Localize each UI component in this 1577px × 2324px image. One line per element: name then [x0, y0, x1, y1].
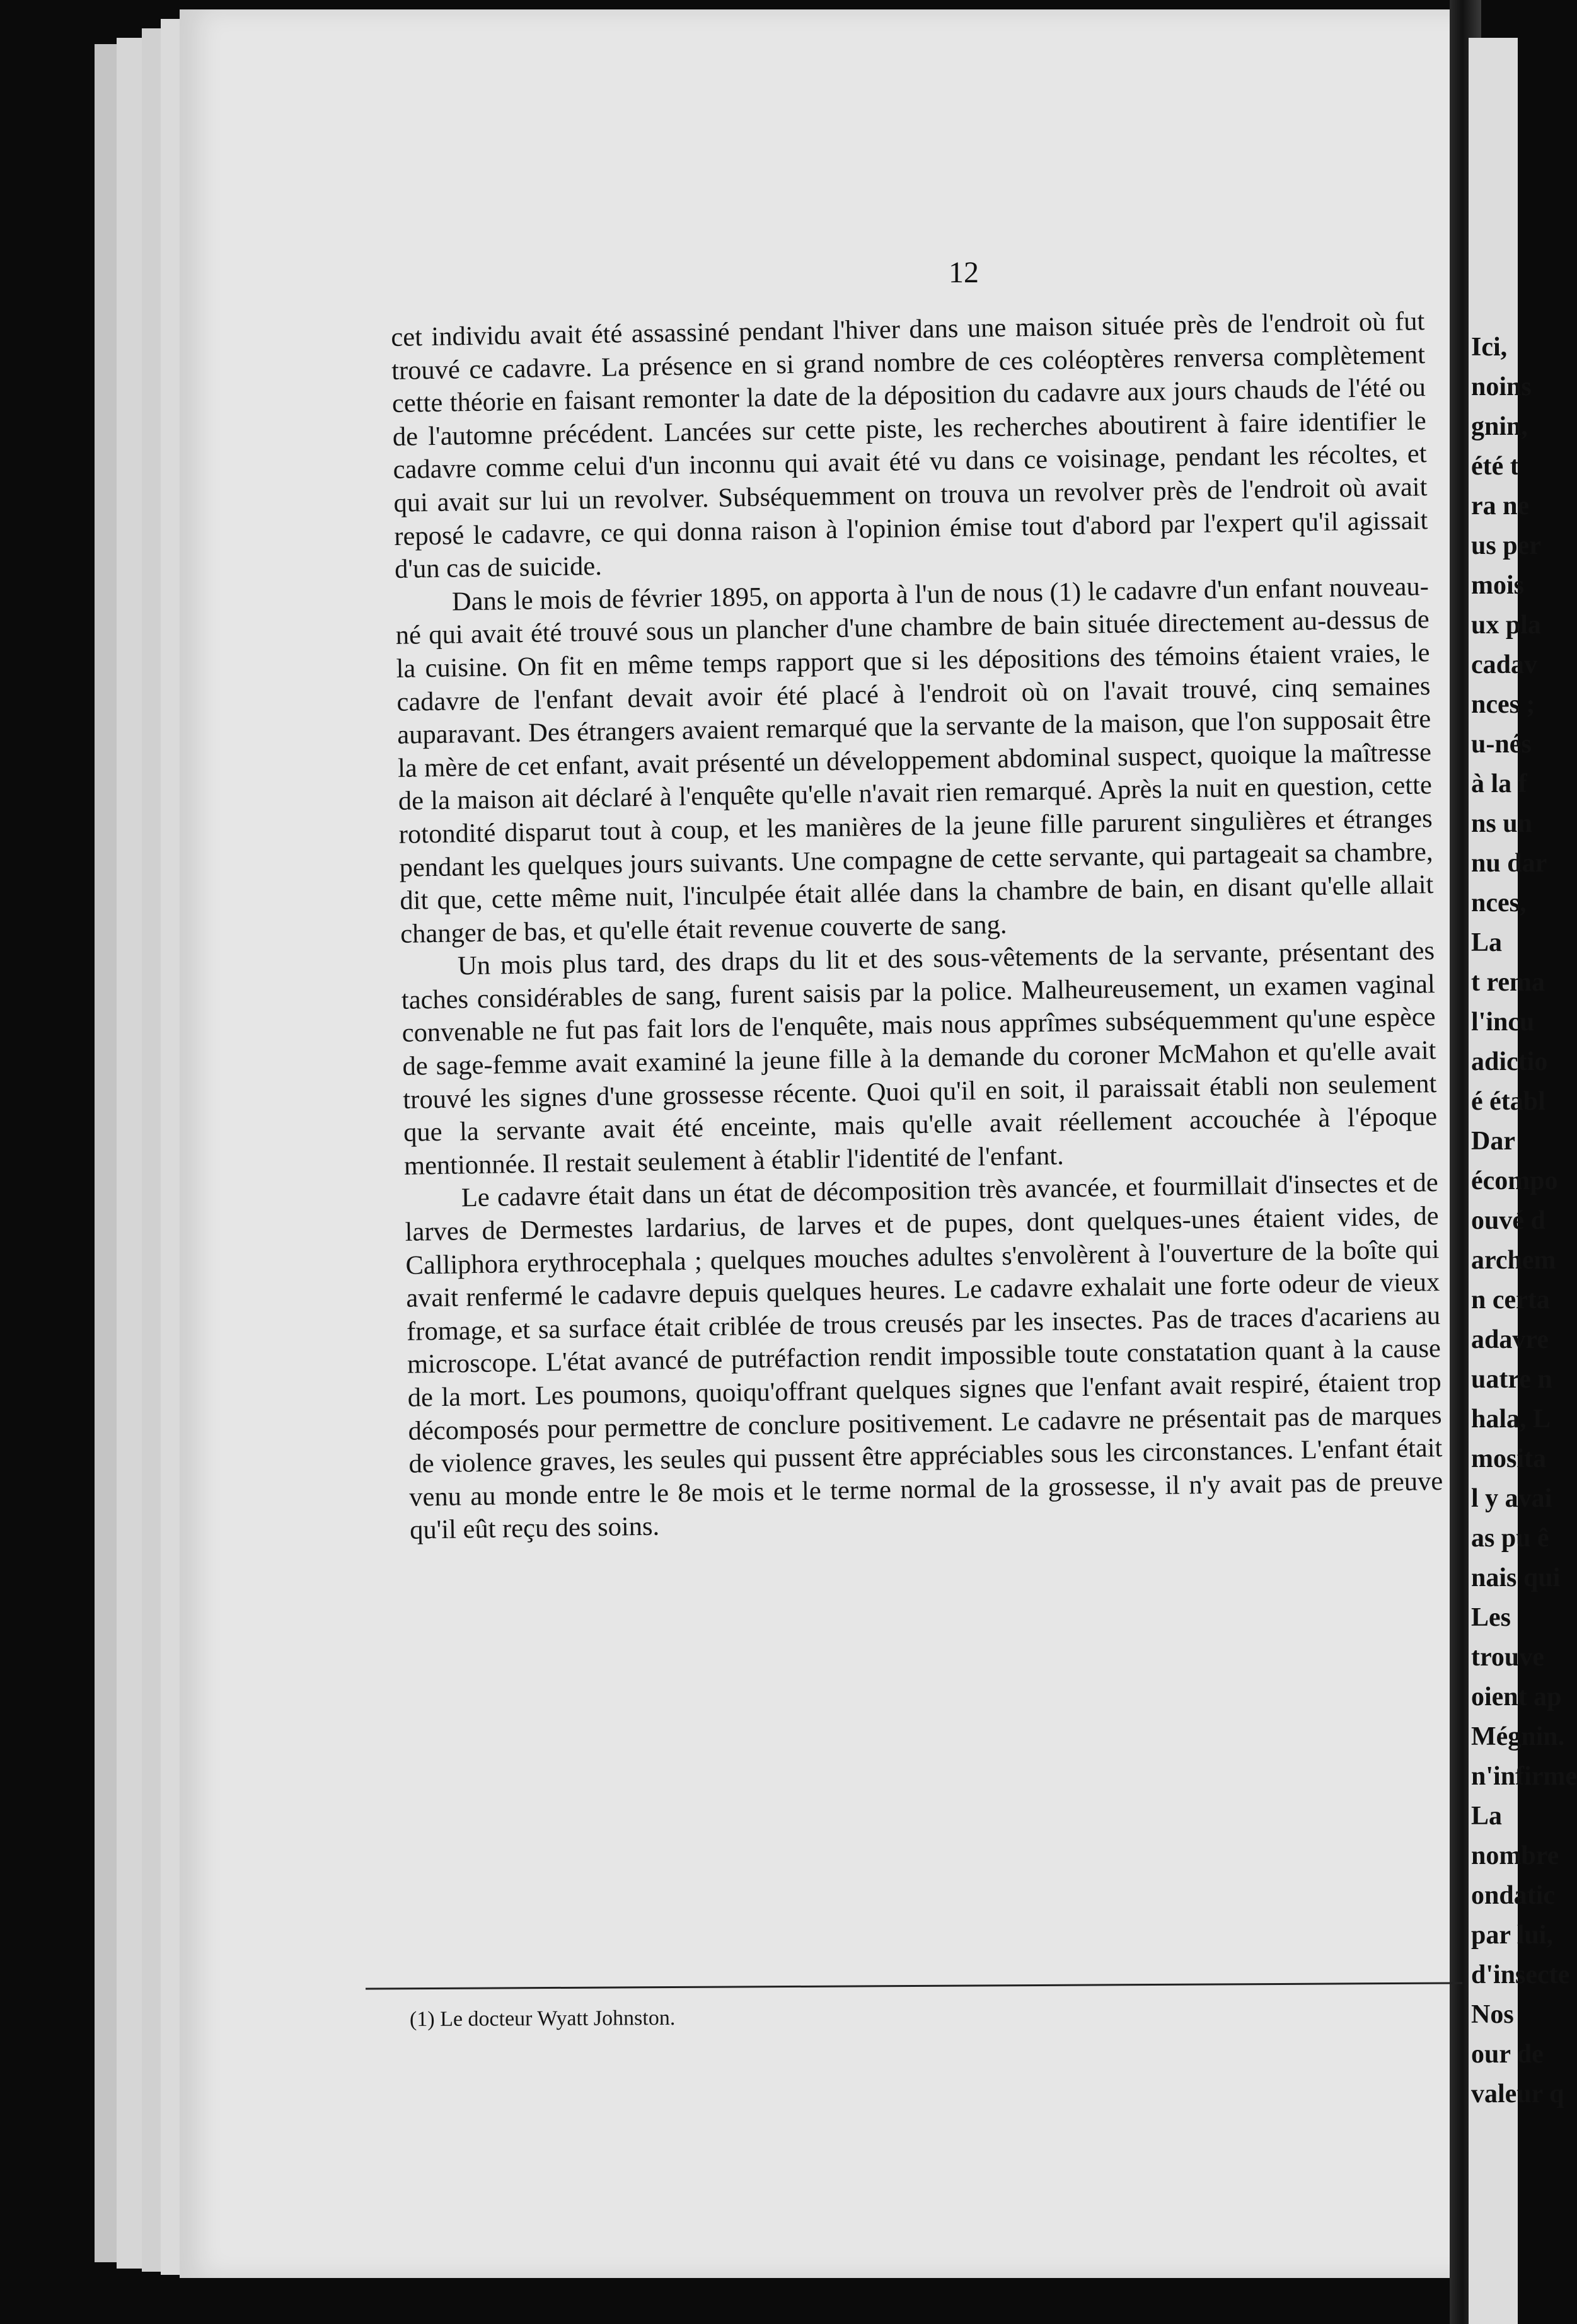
facing-page-fragment: é établ — [1471, 1087, 1545, 1116]
facing-page-fragment: nu dar — [1471, 849, 1547, 878]
facing-page-fragment: oient ap — [1471, 1683, 1562, 1711]
paragraph-2: Dans le mois de février 1895, on apporta à l'un de nous (1) le cadavre d'un enfant nouveau-né qui avait été trouvé sous un plancher d'une chambre de bain située directement au-dessus de la cuisine. On fit en même temps rapport que si les dépositions des témoins étaient vraies, le cadavre de l'enfant devait avoir été placé à l'endroit où on l'avait trouvé, cinq semaines auparavant. Des étrangers avaient remarqué que la servante de la maison, que l'on supposait être la mère de cet enfant, avait présenté un développement abdominal suspect, quoique la maîtresse de la maison ait déclaré à l'enquête qu'elle n'avait rien remarqué. Après la nuit en question, cette rotondité disparut tout à coup, et les manières de la jeune fille parurent singulières et étranges pendant les quelques jours suivants. Une compagne de cette servante, qui partageait sa chambre, dit que, cette même nuit, l'inculpée était allée dans la chambre de bain, en disant qu'elle allait changer de bas, et qu'elle était revenue couverte de sang. — [395, 571, 1434, 949]
facing-page-fragment: par lui, — [1471, 1921, 1553, 1950]
facing-page-fragment: Les — [1471, 1603, 1511, 1632]
facing-page-fragment: ra ne — [1471, 492, 1530, 521]
facing-page-fragment: l'incu — [1471, 1008, 1535, 1037]
facing-page-fragment: archem — [1471, 1246, 1556, 1275]
facing-page-fragment: Dar — [1471, 1127, 1515, 1156]
facing-page-fragment: été t — [1471, 452, 1519, 481]
footnote: (1) Le docteur Wyatt Johnston. — [409, 2006, 676, 2032]
facing-page-fragment: ondatic — [1471, 1881, 1556, 1910]
facing-page-fragment: cadav — [1471, 650, 1537, 679]
facing-page-fragment: Ici, — [1471, 333, 1508, 362]
facing-page-fragment: n'infirme — [1471, 1762, 1577, 1791]
page-number: 12 — [949, 256, 979, 289]
facing-page-fragment: La — [1471, 928, 1503, 957]
facing-page-fragment: à la f — [1471, 769, 1527, 798]
facing-page-fragment: hala, L — [1471, 1405, 1551, 1434]
facing-page-fragment: l y avai — [1471, 1484, 1552, 1513]
facing-page-fragment: écompo — [1471, 1166, 1558, 1195]
facing-page-fragment: t rema — [1471, 968, 1545, 997]
facing-page-fragment: ns un — [1471, 809, 1532, 838]
facing-page-fragment: u-nés — [1471, 730, 1532, 759]
facing-page-fragment: adavre — [1471, 1325, 1549, 1354]
facing-page — [1469, 38, 1577, 2324]
paragraph-1: cet individu avait été assassiné pendant l'hiver dans une maison située près de l'endroit où fut trouvé ce cadavre. La présence en si grand nombre de ces coléoptères renversa complètement cette théorie en faisant remonter la date de la déposition du cadavre aux jours chauds de l'été ou de l'automne précédent. Lancées sur cette piste, les recherches aboutirent à faire identifier le cadavre comme celui d'un inconnu qui avait été vu dans ce voisinage, pendant les récoltes, et qui avait sur lui un revolver. Subséquemment on trouva un revolver près de l'endroit où avait reposé le cadavre, ce qui donna raison à l'opinion émise tout d'abord par l'expert qu'il agissait d'un cas de suicide. — [391, 306, 1428, 585]
facing-page-fragment: mois — [1471, 571, 1524, 600]
facing-page-fragment: nces ; — [1471, 690, 1535, 719]
facing-page-fragment: our de — [1471, 2040, 1544, 2069]
facing-page-fragment: noins — [1471, 372, 1532, 401]
facing-page-fragment: gnin, — [1471, 412, 1528, 441]
facing-page-fragment: ouvé d — [1471, 1206, 1545, 1235]
facing-page-fragment: n certa — [1471, 1286, 1550, 1314]
facing-page-fragment: as pu ê — [1471, 1524, 1549, 1553]
facing-page-fragment: nombre — [1471, 1841, 1559, 1870]
facing-page-fragment: mosita — [1471, 1444, 1546, 1473]
facing-page-fragment: d'insecte — [1471, 1960, 1570, 1989]
facing-page-fragment: uatre n — [1471, 1365, 1552, 1394]
facing-page-fragment: nais qui — [1471, 1563, 1561, 1592]
facing-page-fragment: Nos — [1471, 2000, 1514, 2029]
facing-page-fragment: ux pla — [1471, 611, 1541, 640]
facing-page-fragment: nces, — [1471, 889, 1527, 918]
facing-page-fragment: trouve — [1471, 1643, 1544, 1672]
facing-page-fragment: valeur q — [1471, 2080, 1564, 2108]
body-text — [391, 305, 1443, 1547]
facing-page-fragment: adictio — [1471, 1047, 1548, 1076]
facing-page-fragment: La — [1471, 1802, 1503, 1831]
paragraph-3: Un mois plus tard, des draps du lit et des sous-vêtements de la servante, présentant des taches considérables de sang, furent saisis par la police. Malheureusement, un examen vaginal convenable ne fut pas fait lors de l'enquête, mais nous apprîmes subséquemment qu'une espèce de sage-femme avait examiné la jeune fille à la demande du coroner McMahon et qu'elle avait trouvé les signes d'une grossesse récente. Quoi qu'il en soit, il paraissait établi non seulement que la servante avait été enceinte, mais qu'elle avait réellement accouchée à l'époque mentionnée. Il restait seulement à établir l'identité de l'enfant. — [401, 936, 1438, 1181]
paragraph-4: Le cadavre était dans un état de décomposition très avancée, et fourmillait d'insectes et de larves de Dermestes lardarius, de larves et de pupes, dont quelques-unes étaient vides, de Calliphora erythrocephala ; quelques mouches adultes s'envolèrent à l'ouverture de la boîte qui avait renfermé le cadavre depuis quelques heures. Le cadavre exhalait une forte odeur de vieux fromage, et sa surface était criblée de trous creusés par les insectes. Pas de traces d'acariens au microscope. L'état avancé de putréfaction rendit impossible toute constatation quant à la cause de la mort. Les poumons, quoiqu'offrant quelques signes que l'enfant avait respiré, étaient trop décomposés pour permettre de conclure positivement. Le cadavre ne présentait pas de marques de violence graves, les seules qui pussent être appréciables sous les circonstances. L'enfant était venu au monde entre le 8e mois et le terme normal de la grossesse, il n'y avait pas de preuve qu'il eût reçu des soins. — [405, 1168, 1443, 1546]
facing-page-fragment: Mégnin. — [1471, 1722, 1565, 1751]
facing-page-fragment: us per — [1471, 531, 1541, 560]
